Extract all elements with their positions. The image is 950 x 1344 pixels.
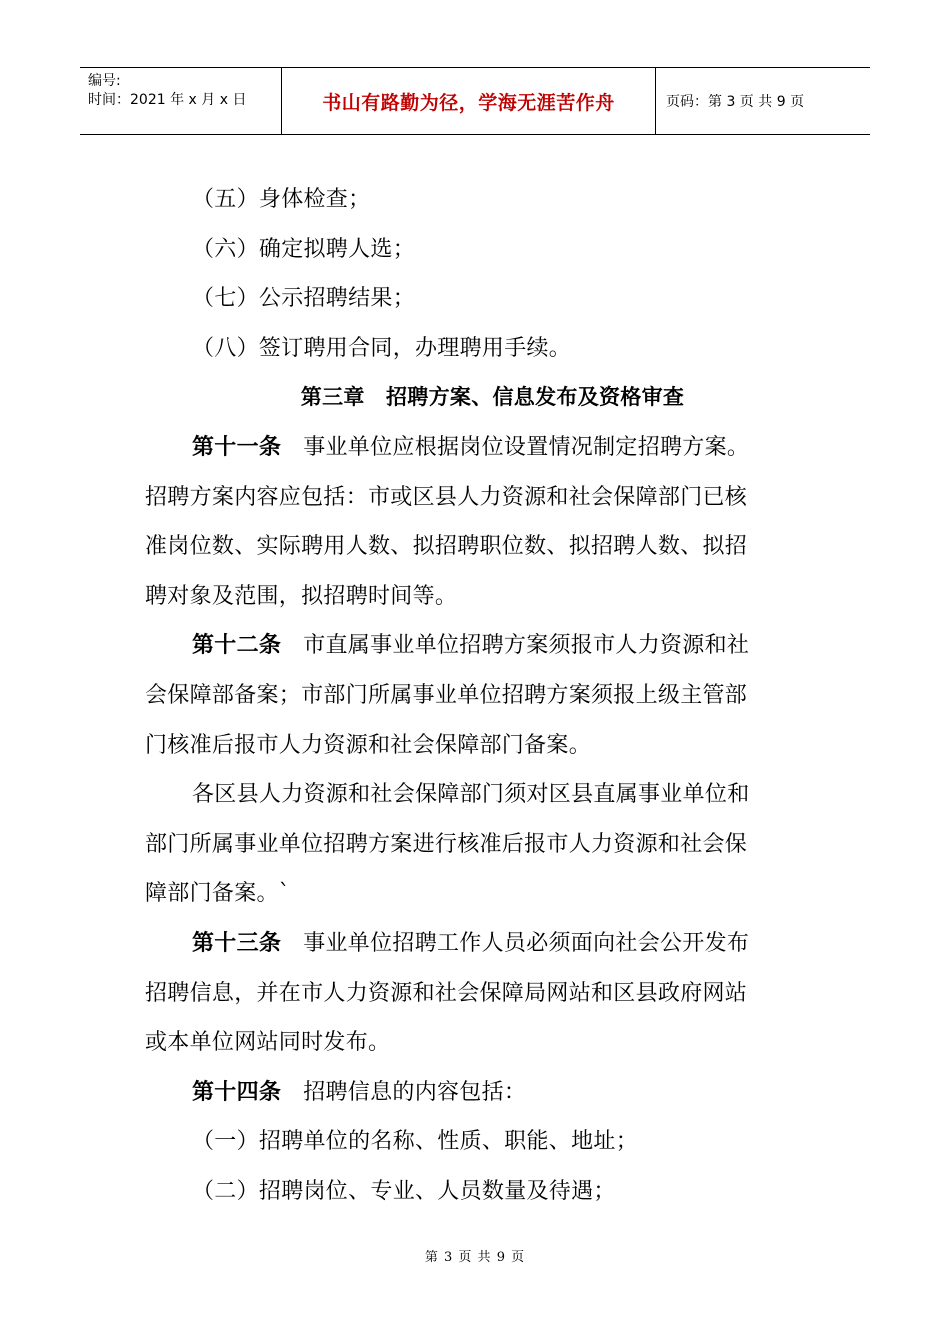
article-text: 招聘信息的内容包括： <box>303 1079 527 1105</box>
article-11-line: 招聘方案内容应包括：市或区县人力资源和社会保障部门已核 <box>145 484 748 510</box>
paragraph-line: 障部门备案。` <box>145 881 291 907</box>
paragraph-line: 部门所属事业单位招聘方案进行核准后报市人力资源和社会保 <box>145 831 748 857</box>
document-time-label: 时间：2021 年 x 月 x 日 <box>88 92 247 108</box>
list-item: （六）确定拟聘人选； <box>192 236 416 262</box>
article-13-first-line <box>145 919 810 969</box>
list-item: （五）身体检查； <box>192 187 371 212</box>
article-14-first-line <box>145 1068 810 1118</box>
article-title: 第十四条 <box>192 1079 282 1105</box>
article-12-line: 门核准后报市人力资源和社会保障部门备案。 <box>145 732 592 758</box>
article-title: 第十三条 <box>192 930 282 956</box>
article-13-line: 招聘信息，并在市人力资源和社会保障局网站和区县政府网站 <box>145 980 748 1006</box>
chapter-title: 第三章 招聘方案、信息发布及资格审查 <box>300 385 685 410</box>
list-item: （一）招聘单位的名称、性质、职能、地址； <box>192 1129 639 1155</box>
article-11-line: 聘对象及范围，拟招聘时间等。 <box>145 583 458 609</box>
article-title: 第十二条 <box>192 633 282 659</box>
article-11-line: 准岗位数、实际聘用人数、拟招聘职位数、拟招聘人数、拟招 <box>145 534 748 560</box>
article-12-first-line <box>145 621 810 671</box>
header-page-info: 页码：第 3 页 共 9 页 <box>666 94 805 110</box>
page-footer: 第 3 页 共 9 页 <box>424 1250 526 1265</box>
document-header <box>80 67 870 135</box>
header-meta-cell <box>80 68 282 134</box>
article-title: 第十一条 <box>192 434 282 460</box>
article-13-line: 或本单位网站同时发布。 <box>145 1030 391 1056</box>
article-text: 事业单位应根据岗位设置情况制定招聘方案。 <box>303 434 750 460</box>
list-item: （二）招聘岗位、专业、人员数量及待遇； <box>192 1178 616 1204</box>
document-body <box>145 175 810 1216</box>
article-text: 市直属事业单位招聘方案须报市人力资源和社 <box>303 633 750 659</box>
document-number-label: 编号: <box>88 73 121 89</box>
article-text: 事业单位招聘工作人员必须面向社会公开发布 <box>303 930 750 956</box>
article-12-line: 会保障部备案；市部门所属事业单位招聘方案须报上级主管部 <box>145 682 748 708</box>
list-item: （七）公示招聘结果； <box>192 286 416 312</box>
article-11-first-line <box>145 423 810 473</box>
list-item: （八）签订聘用合同，办理聘用手续。 <box>192 335 572 361</box>
paragraph-first-line: 各区县人力资源和社会保障部门须对区县直属事业单位和 <box>192 782 750 808</box>
header-motto: 书山有路勤为径，学海无涯苦作舟 <box>282 68 656 134</box>
